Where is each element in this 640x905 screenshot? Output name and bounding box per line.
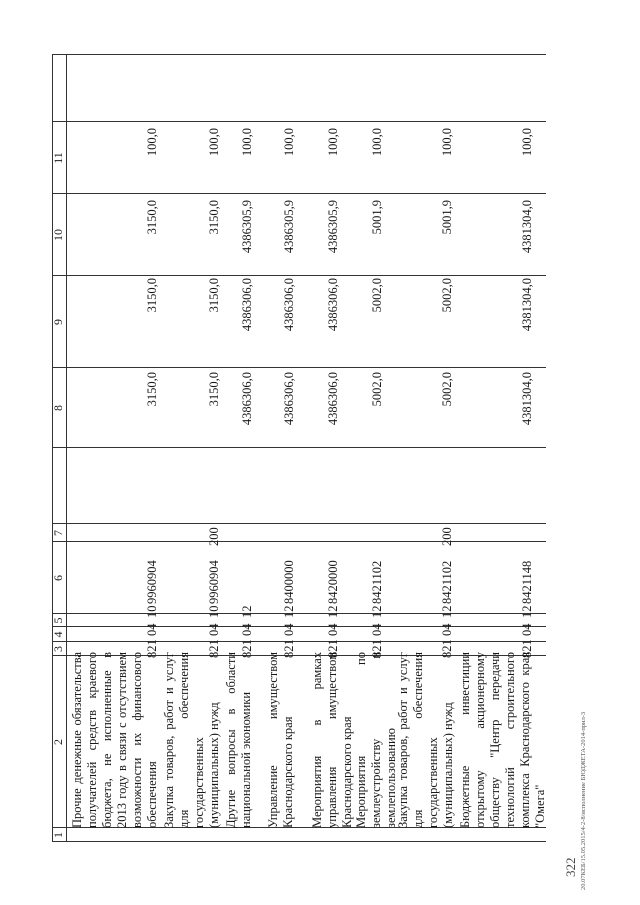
row-c11: 100,0 bbox=[326, 128, 340, 157]
col-header-7: 7 bbox=[51, 530, 65, 536]
col-header-4: 4 bbox=[51, 631, 65, 638]
col-header-2: 2 bbox=[51, 739, 65, 745]
row-c5: 12 bbox=[520, 605, 534, 618]
row-c11: 100,0 bbox=[240, 128, 254, 157]
row-c5: 12 bbox=[282, 605, 296, 618]
row-c8: 4381304,0 bbox=[520, 372, 534, 426]
row-c10: 4381304,0 bbox=[520, 200, 534, 254]
row-c9: 4381304,0 bbox=[520, 278, 534, 332]
row-c3: 821 bbox=[240, 639, 254, 658]
col-header-5: 5 bbox=[51, 617, 65, 624]
row-c6: 8420000 bbox=[326, 560, 340, 604]
row-c9: 3150,0 bbox=[207, 278, 221, 313]
row-c11: 100,0 bbox=[520, 128, 534, 157]
row-c10: 4386305,9 bbox=[240, 200, 254, 254]
table-row bbox=[222, 54, 262, 842]
row-c7: 200 bbox=[440, 527, 454, 546]
row-c9: 4386306,0 bbox=[282, 278, 296, 332]
table-row bbox=[352, 54, 398, 842]
row-c8: 3150,0 bbox=[145, 372, 159, 407]
row-c5: 10 bbox=[207, 605, 221, 618]
row-c5: 12 bbox=[440, 605, 454, 618]
col-header-8: 8 bbox=[51, 405, 65, 411]
row-c11: 100,0 bbox=[282, 128, 296, 157]
rotated-table-sheet bbox=[52, 54, 546, 842]
row-name: Бюджетные инвестиции открытому акционерному обществу "Центр передачи технологий строительного комплекса Краснодарского края "Омега" bbox=[458, 652, 547, 828]
row-c8: 4386306,0 bbox=[282, 372, 296, 426]
row-c3: 821 bbox=[440, 639, 454, 658]
col-header-9: 9 bbox=[51, 319, 65, 325]
col-header-1: 1 bbox=[51, 832, 65, 838]
row-c4: 04 bbox=[240, 623, 254, 636]
row-c3: 821 bbox=[326, 639, 340, 658]
col-header-11: 11 bbox=[51, 152, 65, 164]
row-c10: 4386305,9 bbox=[326, 200, 340, 254]
row-c10: 5001,9 bbox=[370, 200, 384, 235]
budget-table bbox=[52, 54, 546, 842]
row-name: Управление имуществом Краснодарского края bbox=[266, 652, 295, 828]
row-c4: 04 bbox=[370, 623, 384, 636]
row-name: Закупка товаров, работ и услуг для обеспечения государственных (муниципальных) нужд bbox=[396, 652, 455, 828]
row-c8: 5002,0 bbox=[370, 372, 384, 407]
row-c3: 821 bbox=[145, 639, 159, 658]
col-header-3: 3 bbox=[51, 646, 65, 652]
row-c11: 100,0 bbox=[145, 128, 159, 157]
row-c8: 4386306,0 bbox=[240, 372, 254, 426]
row-name: Прочие денежные обязательства получателей средств краевого бюджета, не исполненные в 2013 году в связи с отсутствием возможности их финансового обеспечения bbox=[70, 652, 159, 828]
row-c9: 5002,0 bbox=[440, 278, 454, 313]
row-c3: 821 bbox=[207, 639, 221, 658]
row-c6: 8421102 bbox=[440, 560, 454, 604]
row-c5: 12 bbox=[326, 605, 340, 618]
row-name: Мероприятия по землеустройству и землепользованию bbox=[354, 652, 398, 828]
row-c3: 821 bbox=[370, 639, 384, 658]
table-row bbox=[394, 54, 454, 842]
row-c10: 3150,0 bbox=[207, 200, 221, 235]
row-c8: 4386306,0 bbox=[326, 372, 340, 426]
row-c6: 8400000 bbox=[282, 560, 296, 604]
row-c3: 821 bbox=[282, 639, 296, 658]
table-row bbox=[308, 54, 352, 842]
page-number: 322 bbox=[563, 857, 578, 877]
row-c10: 5001,9 bbox=[440, 200, 454, 235]
file-path: 20.07КЕБ/15.05.2015/4-2-8/исполнение БЮДЖЕТА-2014-прил-3 bbox=[580, 711, 587, 890]
row-c4: 04 bbox=[207, 623, 221, 636]
col-header-10: 10 bbox=[51, 229, 65, 241]
row-c9: 3150,0 bbox=[145, 278, 159, 313]
row-c8: 5002,0 bbox=[440, 372, 454, 407]
row-c4: 04 bbox=[440, 623, 454, 636]
row-c4: 04 bbox=[282, 623, 296, 636]
row-c4: 04 bbox=[326, 623, 340, 636]
row-c11: 100,0 bbox=[370, 128, 384, 157]
row-c7: 200 bbox=[207, 527, 221, 546]
table-row bbox=[70, 54, 160, 842]
row-c6: 8421102 bbox=[370, 560, 384, 604]
row-c9: 4386306,0 bbox=[240, 278, 254, 332]
row-name: Закупка товаров, работ и услуг для обеспечения государственных (муниципальных) нужд bbox=[162, 652, 221, 828]
row-c10: 3150,0 bbox=[145, 200, 159, 235]
row-c5: 12 bbox=[370, 605, 384, 618]
row-name: Мероприятия в рамках управления имуществом Краснодарского края bbox=[310, 652, 354, 828]
row-c5: 10 bbox=[145, 605, 159, 618]
row-c6: 8421148 bbox=[520, 560, 534, 604]
table-row bbox=[160, 54, 220, 842]
row-c5: 12 bbox=[240, 605, 254, 618]
row-c9: 4386306,0 bbox=[326, 278, 340, 332]
row-c3: 821 bbox=[520, 639, 534, 658]
row-c6: 9960904 bbox=[145, 560, 159, 604]
table-row bbox=[456, 54, 546, 842]
row-c11: 100,0 bbox=[207, 128, 221, 157]
table-row bbox=[264, 54, 306, 842]
row-c4: 04 bbox=[520, 623, 534, 636]
row-c8: 3150,0 bbox=[207, 372, 221, 407]
col-header-6: 6 bbox=[51, 575, 65, 581]
row-c9: 5002,0 bbox=[370, 278, 384, 313]
row-c10: 4386305,9 bbox=[282, 200, 296, 254]
row-c4: 04 bbox=[145, 623, 159, 636]
row-c11: 100,0 bbox=[440, 128, 454, 157]
row-name: Другие вопросы в области национальной экономики bbox=[224, 652, 253, 828]
row-c6: 9960904 bbox=[207, 560, 221, 604]
